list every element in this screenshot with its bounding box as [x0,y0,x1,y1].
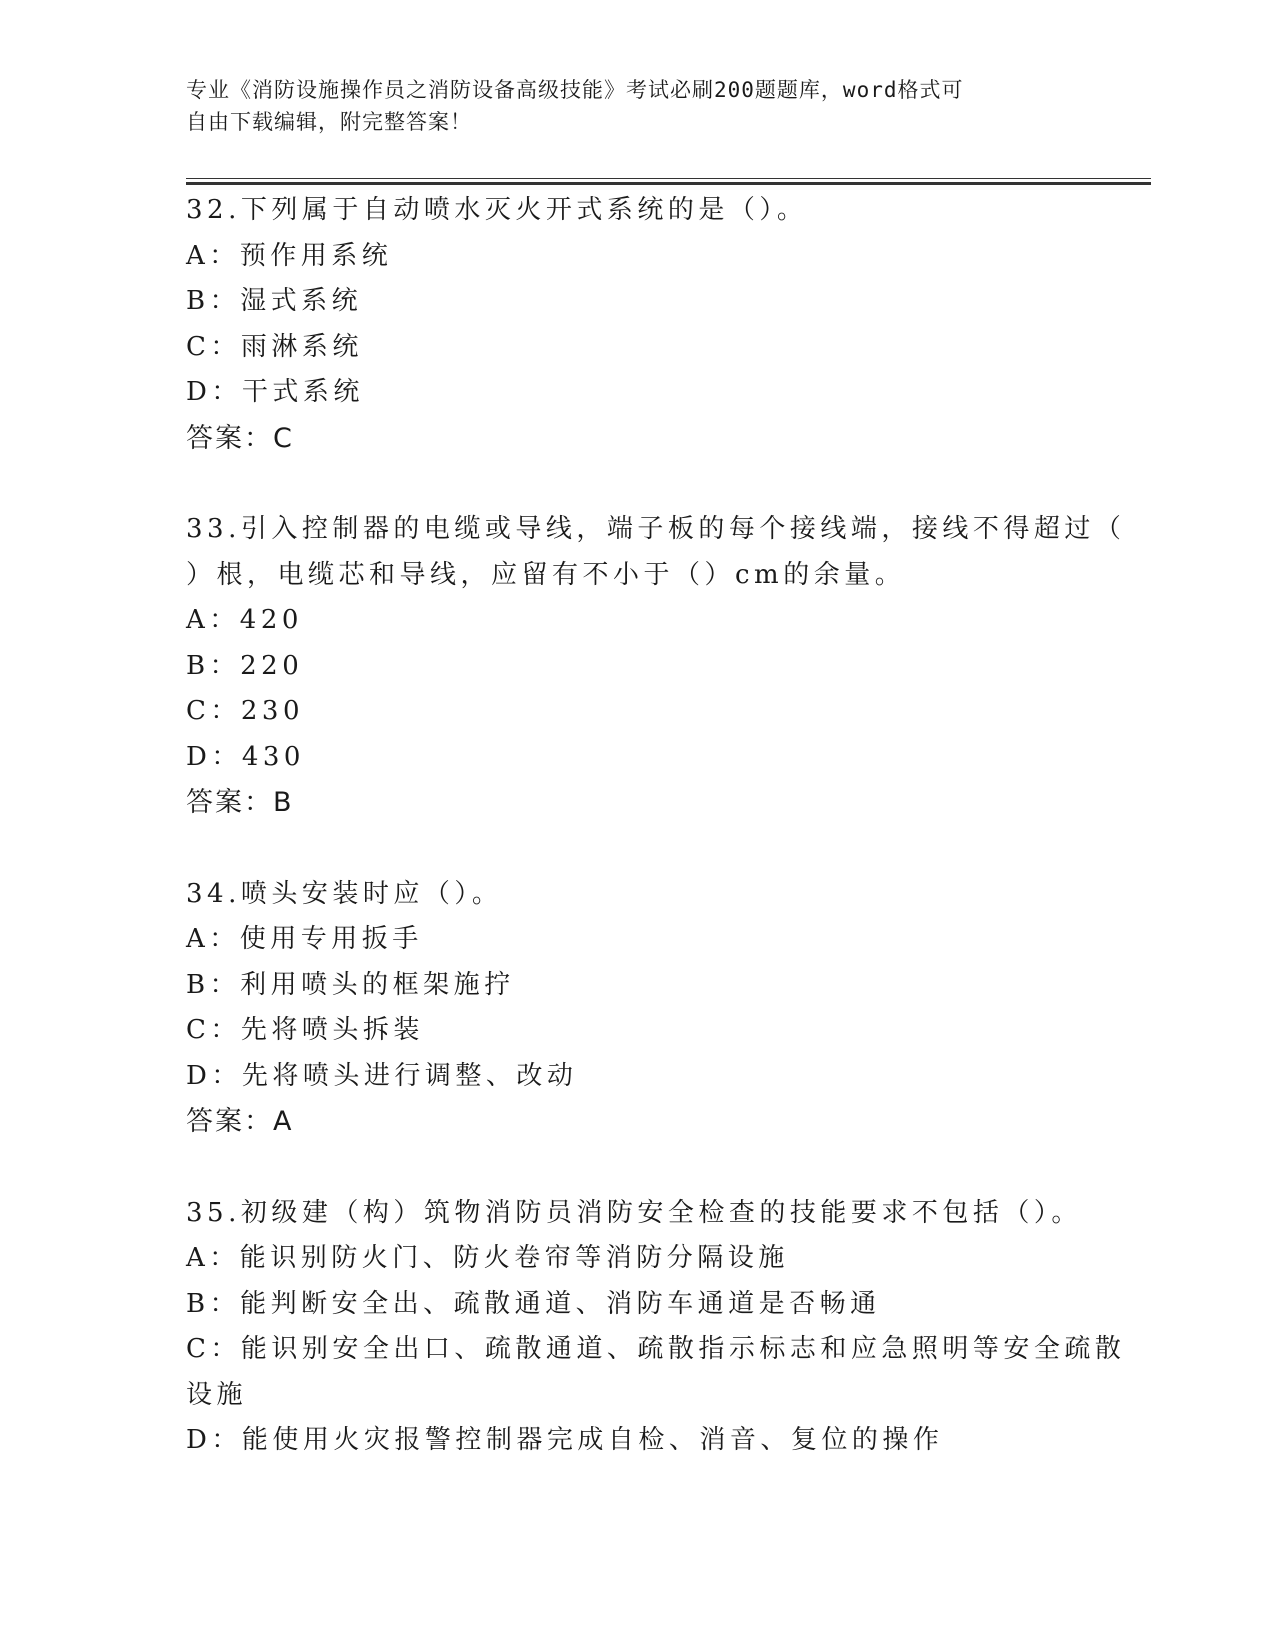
question-stem: 34.喷头安装时应（）。 [186,878,503,909]
answer-line: 答案：B [186,787,294,818]
question-stem-continuation: ）根，电缆芯和导线，应留有不小于（）cm的余量。 [186,559,906,590]
question-stem: 33.引入控制器的电缆或导线，端子板的每个接线端，接线不得超过（ [186,514,1126,544]
option-d: D：能使用火灾报警控制器完成自检、消音、复位的操作 [186,1425,944,1455]
option-d: D：430 [186,741,305,772]
header-line: 专业《消防设施操作员之消防设备高级技能》考试必刷200题题库，word格式可 [186,78,964,102]
option-c: C：230 [186,696,305,726]
option-c-continuation: 设施 [186,1379,248,1410]
question-stem: 32.下列属于自动喷水灭火开式系统的是（）。 [186,195,808,225]
option-a: A：使用专用扳手 [186,924,423,954]
question-32 [186,188,1086,461]
header-line: 自由下载编辑，附完整答案！ [186,110,472,134]
option-b: B：220 [186,650,304,681]
option-d: D：干式系统 [186,377,364,407]
option-c: C：能识别安全出口、疏散通道、疏散指示标志和应急照明等安全疏散 [186,1334,1126,1364]
question-stem: 35.初级建（构）筑物消防员消防安全检查的技能要求不包括（）。 [186,1197,1082,1228]
option-b: B：能判断安全出、疏散通道、消防车通道是否畅通 [186,1288,881,1319]
option-c: C：先将喷头拆装 [186,1015,424,1045]
option-b: B：利用喷头的框架施拧 [186,969,515,1000]
question-33 [186,507,1126,826]
header-divider-thin [186,178,1151,179]
option-c: C：雨淋系统 [186,331,363,362]
option-a: A：预作用系统 [186,240,393,271]
option-a: A：420 [186,605,303,635]
option-a: A：能识别防火门、防火卷帘等消防分隔设施 [186,1243,789,1273]
document-header [186,74,1066,138]
question-34 [186,872,1086,1145]
option-d: D：先将喷头进行调整、改动 [186,1060,578,1091]
header-divider-thick [186,182,1151,185]
question-35 [186,1191,1126,1464]
answer-line: 答案：A [186,1106,294,1137]
answer-line: 答案：C [186,422,294,454]
option-b: B：湿式系统 [186,286,363,316]
question-list [186,188,1126,1464]
